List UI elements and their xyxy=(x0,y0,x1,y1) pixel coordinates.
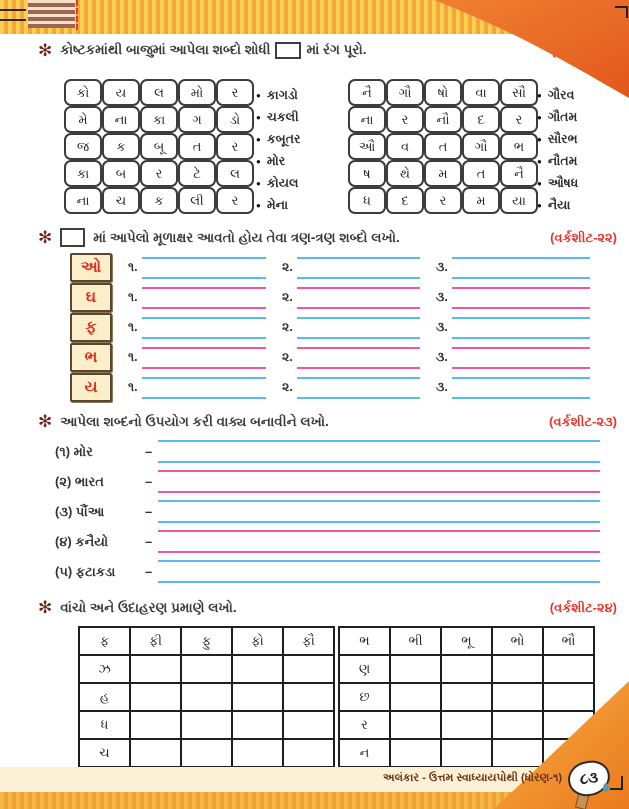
empty-write-cell[interactable] xyxy=(181,711,232,739)
page-number-badge: ૮૩ xyxy=(566,759,612,799)
table-row xyxy=(79,711,334,739)
answer-line[interactable] xyxy=(158,500,600,523)
empty-write-cell[interactable] xyxy=(181,655,232,683)
bullet-icon: ● xyxy=(537,200,542,210)
grid-cell[interactable]: ના xyxy=(348,106,386,133)
ink-drop-icon xyxy=(603,783,609,792)
grid-cell[interactable]: ક xyxy=(102,133,140,160)
dash: – xyxy=(145,504,153,519)
table-header-cell: ફો xyxy=(232,627,283,655)
slot-number: ૧. xyxy=(128,320,138,334)
answer-slot xyxy=(128,287,282,309)
answer-line[interactable] xyxy=(142,287,266,309)
section2-heading xyxy=(38,228,617,247)
spine-stripe-block xyxy=(28,0,75,28)
slot-number: ૩. xyxy=(436,320,448,334)
answer-slot xyxy=(128,257,282,279)
slot-number: ૩. xyxy=(436,380,448,394)
answer-slot xyxy=(436,257,590,279)
word-label: મેના xyxy=(266,197,289,212)
table-header-cell: ભૂ xyxy=(441,627,492,655)
bullet-icon: ● xyxy=(537,112,542,122)
grid-cell[interactable]: બૂ xyxy=(140,133,178,160)
word-list-1 xyxy=(256,84,300,216)
empty-write-cell[interactable] xyxy=(492,655,543,683)
grid-cell[interactable]: ડો xyxy=(216,106,254,133)
word-label: ગૌતમ xyxy=(547,109,578,124)
word-list-item xyxy=(537,150,578,172)
star-bullet-icon: ✻ xyxy=(38,228,53,247)
section2-title: માં આપેલો મૂળાક્ષર આવતો હોય તેવા ત્રણ-ત્રણ શબ્દો લખો. xyxy=(93,229,400,245)
empty-write-cell[interactable] xyxy=(181,683,232,711)
sentence-item xyxy=(55,530,600,553)
answer-slot xyxy=(282,257,436,279)
grid-cell[interactable]: લી xyxy=(178,187,216,214)
worksheet-23-label: (વર્કશીટ-૨૩) xyxy=(549,413,617,429)
bullet-icon: ● xyxy=(537,156,542,166)
answer-line[interactable] xyxy=(158,530,600,553)
grid-cell[interactable]: ર xyxy=(216,79,254,106)
grid-cell[interactable]: કા xyxy=(64,160,102,187)
crop-mark-top-left xyxy=(0,9,26,11)
grid-cell[interactable]: લ xyxy=(140,79,178,106)
table-header-cell: ફુ xyxy=(181,627,232,655)
grid-cell[interactable]: સૌ xyxy=(500,79,538,106)
empty-write-cell[interactable] xyxy=(390,711,441,739)
grid-cell[interactable]: જ xyxy=(64,133,102,160)
answer-slot xyxy=(128,377,282,399)
grid-cell[interactable]: દ xyxy=(386,187,424,214)
answer-slot xyxy=(436,377,590,399)
slot-number: ૧. xyxy=(128,380,138,394)
word-list-item xyxy=(537,128,578,150)
book-title: અલંકાર - ઉત્તમ સ્વાધ્યાયપોથી (ધોરણ-૧) xyxy=(383,772,562,784)
bullet-icon: ● xyxy=(256,200,261,210)
letter-box: ભ xyxy=(70,343,112,372)
grid-cell[interactable]: યા xyxy=(500,187,538,214)
slot-number: ૨. xyxy=(282,350,293,364)
bullet-icon: ● xyxy=(256,178,261,188)
word-list-2 xyxy=(537,84,578,216)
table-header-row xyxy=(79,627,334,655)
table-row xyxy=(79,683,334,711)
letter-row xyxy=(70,253,590,282)
answer-slot xyxy=(436,347,590,369)
grid-cell[interactable]: ષ xyxy=(348,160,386,187)
empty-write-cell[interactable] xyxy=(390,655,441,683)
section4-heading xyxy=(38,599,617,616)
sentence-item xyxy=(55,470,600,493)
empty-write-cell[interactable] xyxy=(441,683,492,711)
grid-cell[interactable]: દ xyxy=(462,106,500,133)
slot-number: ૨. xyxy=(282,260,293,274)
letter-row xyxy=(70,313,590,342)
answer-line[interactable] xyxy=(158,560,600,583)
grid-cell[interactable]: થે xyxy=(386,160,424,187)
slot-number: ૨. xyxy=(282,320,293,334)
answer-slot xyxy=(282,287,436,309)
grid-cell[interactable]: ચ xyxy=(102,187,140,214)
answer-line[interactable] xyxy=(452,257,590,279)
grid-cell[interactable]: ત xyxy=(178,133,216,160)
table-header-cell: ફૌ xyxy=(283,627,334,655)
section3-title: આપેલા શબ્દનો ઉપયોગ કરી વાક્ય બનાવીને લખો. xyxy=(60,413,329,429)
bullet-icon: ● xyxy=(537,178,542,188)
answer-line[interactable] xyxy=(158,470,600,493)
table-row xyxy=(339,655,594,683)
grid-cell[interactable]: ત xyxy=(462,160,500,187)
grid-cell[interactable]: મો xyxy=(178,79,216,106)
grid-cell[interactable]: ર xyxy=(424,187,462,214)
grid-cell[interactable]: નૈ xyxy=(348,79,386,106)
empty-write-cell[interactable] xyxy=(232,711,283,739)
empty-write-cell[interactable] xyxy=(441,711,492,739)
letter-box: ઘ xyxy=(70,283,112,312)
grid-cell[interactable]: વા xyxy=(462,79,500,106)
slot-number: ૩. xyxy=(436,260,448,274)
word-list-item xyxy=(256,106,300,128)
grid-cell[interactable]: લ xyxy=(216,160,254,187)
sentence-item xyxy=(55,560,600,583)
row-label-cell: ર xyxy=(339,711,390,739)
grid-cell[interactable]: મે xyxy=(64,106,102,133)
section4-title: વાંચો અને ઉદાહરણ પ્રમાણે લખો. xyxy=(60,599,237,615)
empty-write-cell[interactable] xyxy=(390,683,441,711)
worksheet-24-label: (વર્કશીટ-૨૪) xyxy=(549,599,617,615)
word-list-item xyxy=(537,172,578,194)
letter-box: ફ xyxy=(70,313,112,342)
word-list-item xyxy=(256,84,300,106)
grid-cell[interactable]: ગૌ xyxy=(462,133,500,160)
answer-slot xyxy=(282,317,436,339)
answer-line[interactable] xyxy=(297,317,420,339)
grid-cell[interactable]: ભ xyxy=(500,133,538,160)
slot-number: ૧. xyxy=(128,290,138,304)
empty-write-cell[interactable] xyxy=(130,711,181,739)
dash: – xyxy=(145,534,153,549)
bullet-icon: ● xyxy=(256,112,261,122)
letter-box: ઓ xyxy=(70,253,112,282)
star-bullet-icon: ✻ xyxy=(38,41,53,60)
sentence-item xyxy=(55,500,600,523)
section1-title-after: માં રંગ પૂરો. xyxy=(306,42,367,58)
corner-blob-top-right xyxy=(434,0,629,98)
answer-line[interactable] xyxy=(452,377,590,399)
star-bullet-icon: ✻ xyxy=(38,412,53,431)
answer-line[interactable] xyxy=(452,317,590,339)
answer-line[interactable] xyxy=(297,257,420,279)
row-label-cell: ધ xyxy=(79,711,130,739)
star-bullet-icon: ✻ xyxy=(38,598,53,617)
spine-dashed-line xyxy=(76,0,78,30)
section1-title xyxy=(60,42,366,59)
word-label: ગૌરવ xyxy=(547,87,575,102)
answer-line[interactable] xyxy=(142,377,266,399)
word-list-item xyxy=(537,106,578,128)
sentence-item xyxy=(55,440,600,463)
table-header-cell: ભી xyxy=(390,627,441,655)
bullet-icon: ● xyxy=(256,134,261,144)
letter-box-blank[interactable] xyxy=(60,228,85,247)
row-label-cell: ણ xyxy=(339,655,390,683)
letter-grid-2 xyxy=(348,79,538,214)
word-list-item xyxy=(256,172,300,194)
grid-cell[interactable]: ગ xyxy=(178,106,216,133)
word-label: નૈયા xyxy=(547,197,571,212)
answer-line[interactable] xyxy=(452,347,590,369)
practice-table-1 xyxy=(78,626,335,768)
answer-line[interactable] xyxy=(158,440,600,463)
empty-write-cell[interactable] xyxy=(543,655,594,683)
word-list-item xyxy=(256,150,300,172)
dash: – xyxy=(145,564,153,579)
grid-cell[interactable]: નૌ xyxy=(424,106,462,133)
answer-line[interactable] xyxy=(142,317,266,339)
grid-cell[interactable]: ટે xyxy=(178,160,216,187)
word-label: કાગડો xyxy=(266,87,298,102)
row-label-cell: ચ xyxy=(79,739,130,767)
worksheet-22-label: (વર્કશીટ-૨૨) xyxy=(550,229,617,245)
table-row xyxy=(79,655,334,683)
answer-line[interactable] xyxy=(297,287,420,309)
color-box-blank[interactable] xyxy=(275,42,301,59)
empty-write-cell[interactable] xyxy=(181,739,232,767)
answer-slot xyxy=(282,347,436,369)
answer-line[interactable] xyxy=(297,347,420,369)
empty-write-cell[interactable] xyxy=(232,683,283,711)
word-list-item xyxy=(256,128,300,150)
grid-cell[interactable]: ય xyxy=(102,79,140,106)
slot-number: ૧. xyxy=(128,260,138,274)
section3-heading xyxy=(38,413,617,430)
grid-cell[interactable]: કો xyxy=(64,79,102,106)
empty-write-cell[interactable] xyxy=(390,739,441,767)
row-label-cell: છ xyxy=(339,683,390,711)
word-label: કબૂતર xyxy=(266,131,301,146)
section1-title-before: કોષ્ટકમાંથી બાજુમાં આપેલા શબ્દો શોધી xyxy=(60,42,271,58)
table-header-cell: ફ xyxy=(79,627,130,655)
empty-write-cell[interactable] xyxy=(283,739,334,767)
table-header-cell: ફી xyxy=(130,627,181,655)
crop-mark-bottom-right xyxy=(621,776,623,790)
word-list-item xyxy=(537,194,578,216)
row-label-cell: હ xyxy=(79,683,130,711)
word-label: ઔષધ xyxy=(547,175,579,190)
grid-cell[interactable]: ના xyxy=(102,106,140,133)
crop-mark-top-right xyxy=(626,6,628,18)
empty-write-cell[interactable] xyxy=(283,711,334,739)
letter-row xyxy=(70,283,590,312)
word-label: મોર xyxy=(266,153,286,168)
grid-cell[interactable]: ર xyxy=(386,106,424,133)
grid-cell[interactable]: ષો xyxy=(424,79,462,106)
dash: – xyxy=(145,444,153,459)
slot-number: ૨. xyxy=(282,380,293,394)
grid-cell[interactable]: ઔ xyxy=(348,133,386,160)
answer-line[interactable] xyxy=(142,257,266,279)
bullet-icon: ● xyxy=(537,90,542,100)
empty-write-cell[interactable] xyxy=(441,739,492,767)
grid-cell[interactable]: ર xyxy=(500,106,538,133)
word-label: કોયલ xyxy=(266,175,299,190)
empty-write-cell[interactable] xyxy=(232,739,283,767)
word-label: નૌતમ xyxy=(547,153,578,168)
empty-write-cell[interactable] xyxy=(283,683,334,711)
sentence-word: (૨) ભારત xyxy=(55,473,104,489)
dash: – xyxy=(145,474,153,489)
slot-number: ૨. xyxy=(282,290,293,304)
empty-write-cell[interactable] xyxy=(283,655,334,683)
table-header-cell: ભ xyxy=(339,627,390,655)
table-row xyxy=(79,739,334,767)
grid-cell[interactable]: ર xyxy=(216,187,254,214)
answer-slot xyxy=(128,317,282,339)
word-label: ચકલી xyxy=(266,109,299,124)
table-header-row xyxy=(339,627,594,655)
letter-row xyxy=(70,373,590,402)
empty-write-cell[interactable] xyxy=(441,655,492,683)
grid-cell[interactable]: કા xyxy=(140,106,178,133)
answer-slot xyxy=(128,347,282,369)
word-label: સૌરભ xyxy=(547,131,578,146)
bullet-icon: ● xyxy=(256,156,261,166)
grid-cell[interactable]: ગૌ xyxy=(386,79,424,106)
answer-line[interactable] xyxy=(452,287,590,309)
sentence-word: (૩) પૌંઆ xyxy=(55,503,105,519)
grid-cell[interactable]: નૈ xyxy=(500,160,538,187)
bullet-icon: ● xyxy=(537,134,542,144)
grid-cell[interactable]: ર xyxy=(140,160,178,187)
grid-cell[interactable]: ર xyxy=(216,133,254,160)
slot-number: ૩. xyxy=(436,290,448,304)
answer-line[interactable] xyxy=(297,377,420,399)
word-list-item xyxy=(256,194,300,216)
sentence-word: (૫) ફટાકડા xyxy=(55,563,116,579)
table-header-cell: ભો xyxy=(492,627,543,655)
grid-cell[interactable]: ત xyxy=(424,133,462,160)
grid-cell[interactable]: બ xyxy=(102,160,140,187)
slot-number: ૩. xyxy=(436,350,448,364)
answer-slot xyxy=(282,377,436,399)
empty-write-cell[interactable] xyxy=(130,739,181,767)
letter-row xyxy=(70,343,590,372)
grid-cell[interactable]: મ xyxy=(424,160,462,187)
letter-box: ય xyxy=(70,373,112,402)
grid-cell[interactable]: ના xyxy=(64,187,102,214)
crop-mark-top-left xyxy=(0,19,26,21)
answer-line[interactable] xyxy=(142,347,266,369)
empty-write-cell[interactable] xyxy=(130,655,181,683)
row-label-cell: ઝ xyxy=(79,655,130,683)
grid-cell[interactable]: મ xyxy=(462,187,500,214)
empty-write-cell[interactable] xyxy=(130,683,181,711)
grid-cell[interactable]: ધ xyxy=(348,187,386,214)
grid-cell[interactable]: વ xyxy=(386,133,424,160)
sentence-word: (૪) કનૈયો xyxy=(55,533,109,549)
row-label-cell: ન xyxy=(339,739,390,767)
empty-write-cell[interactable] xyxy=(232,655,283,683)
letter-grid-1 xyxy=(64,79,254,214)
sentence-word: (૧) મોર xyxy=(55,443,93,459)
bullet-icon: ● xyxy=(256,90,261,100)
table-header-cell: ભૌ xyxy=(543,627,594,655)
answer-slot xyxy=(436,287,590,309)
slot-number: ૧. xyxy=(128,350,138,364)
grid-cell[interactable]: ક xyxy=(140,187,178,214)
answer-slot xyxy=(436,317,590,339)
